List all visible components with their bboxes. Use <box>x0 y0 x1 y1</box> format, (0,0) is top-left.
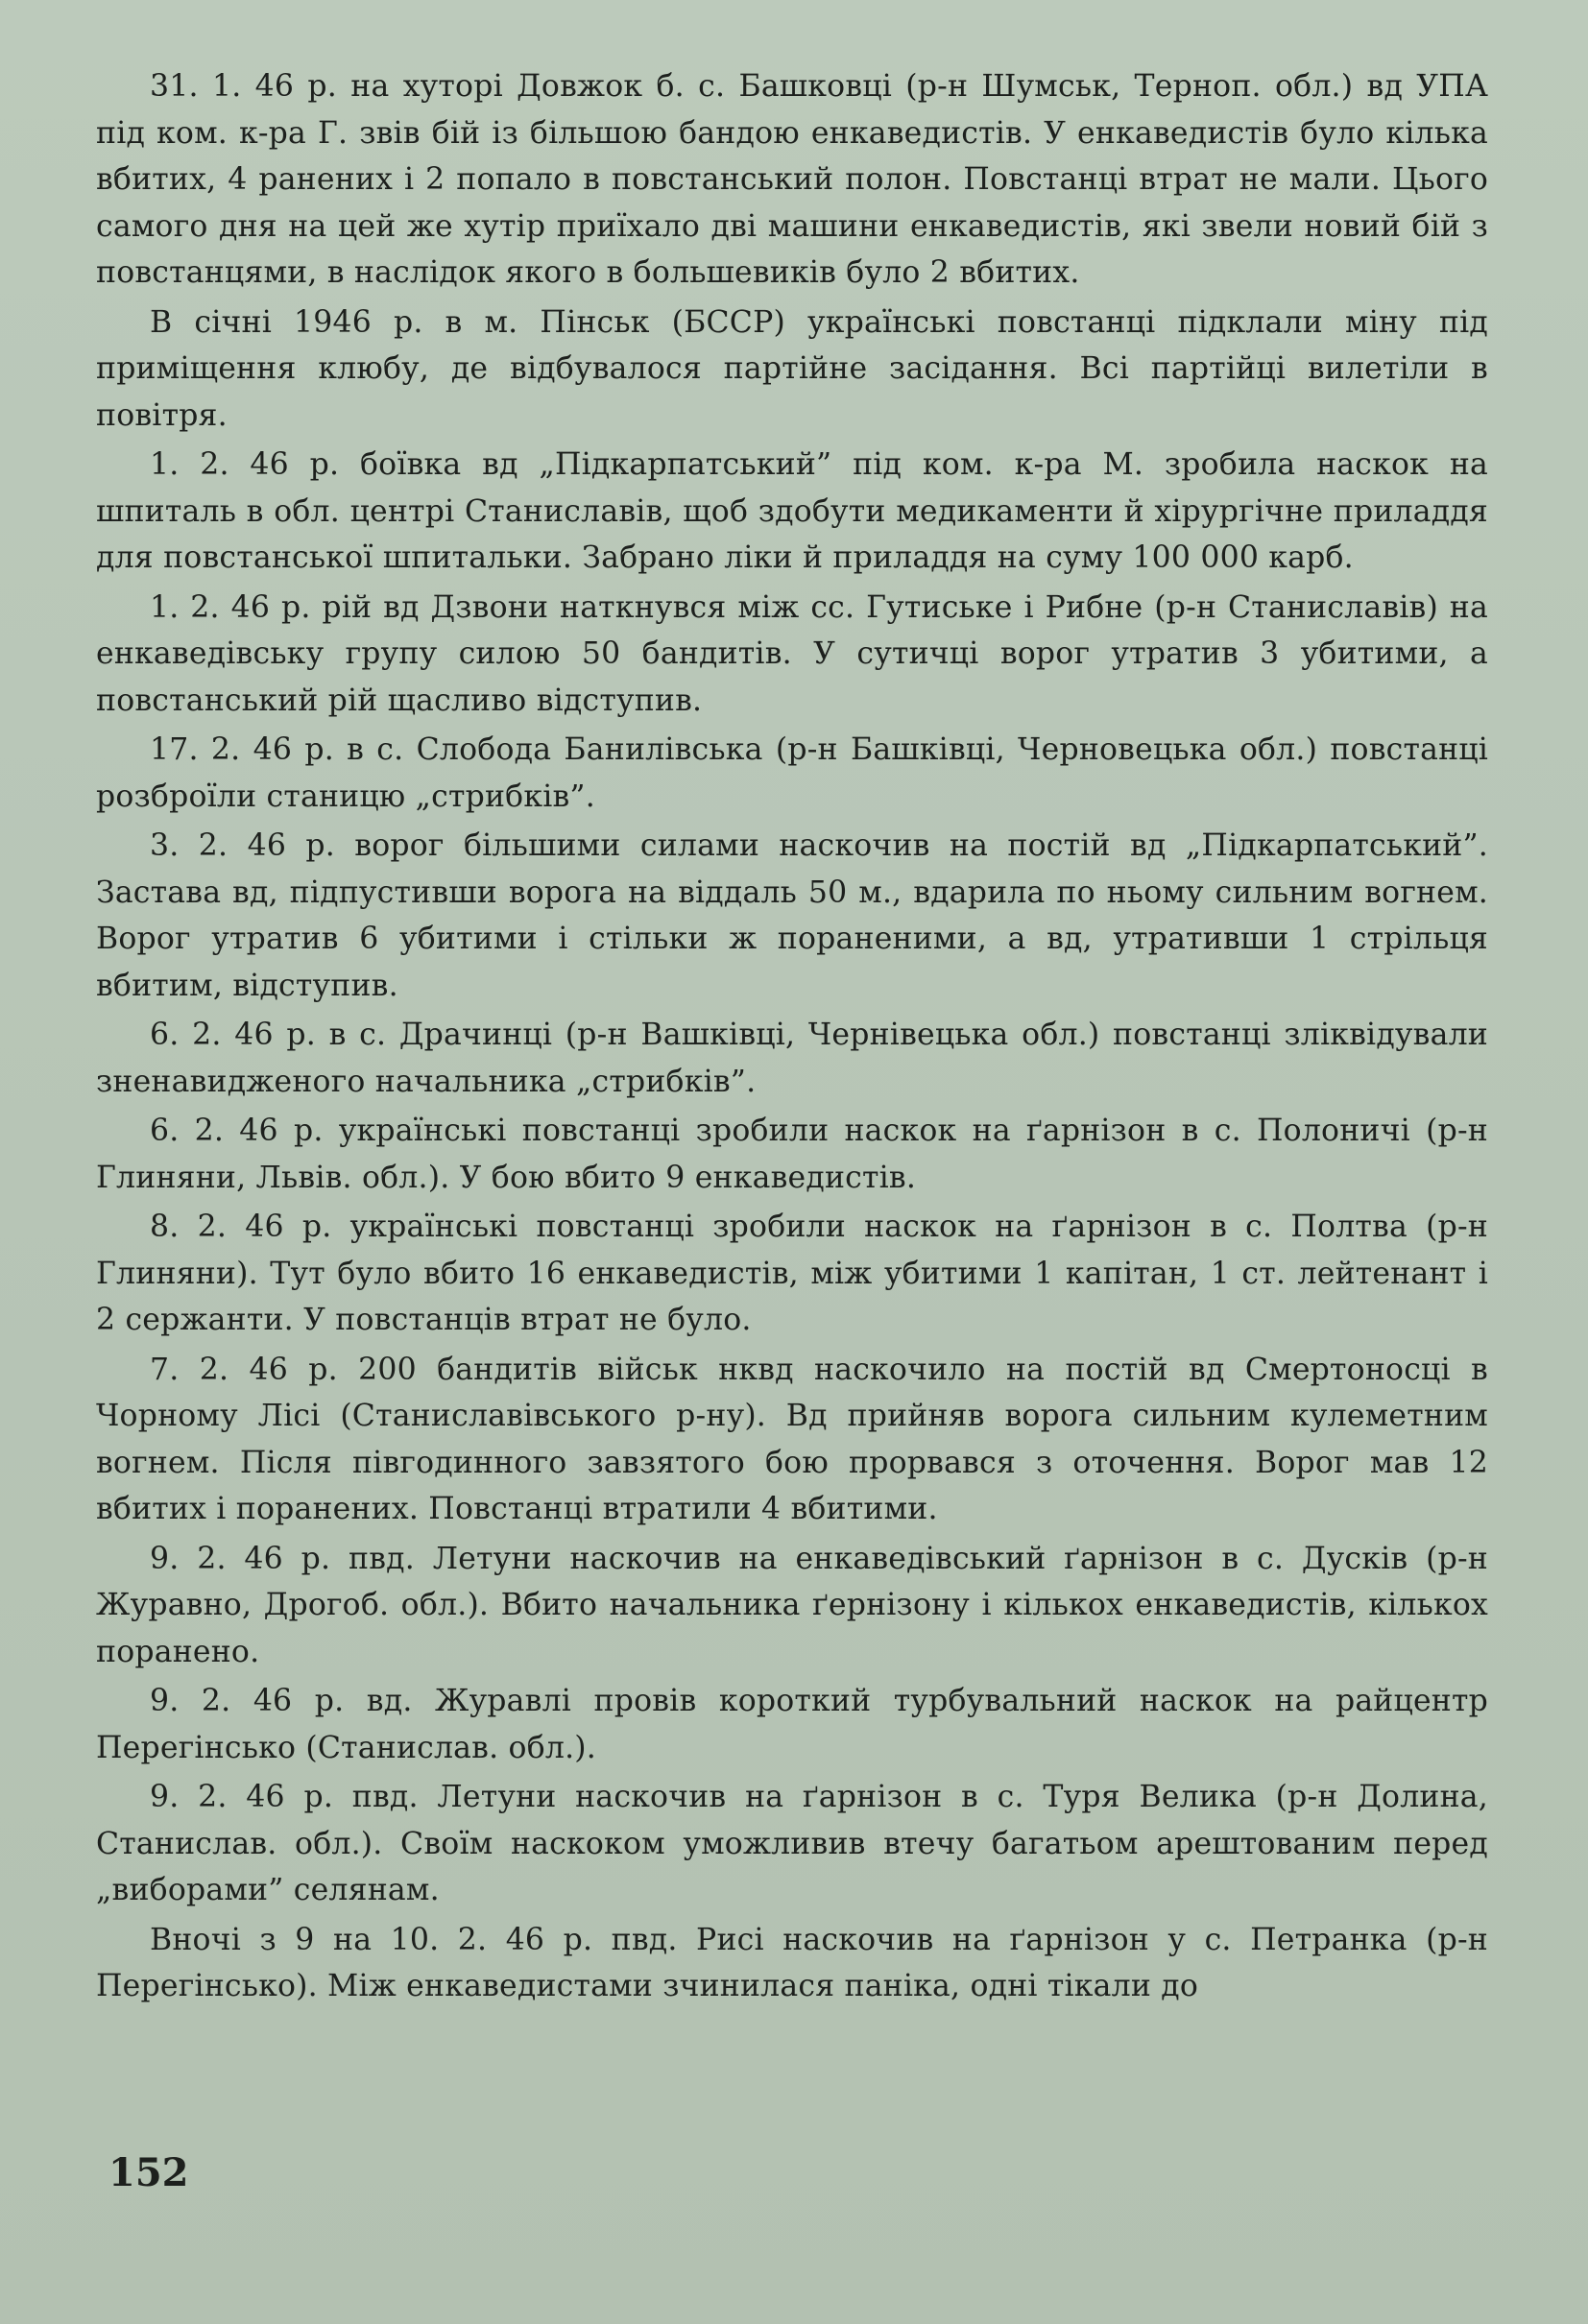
paragraph: 17. 2. 46 р. в с. Слобода Банилівська (р-н Башківці, Черновецька обл.) повстанці розброїли станицю „стрибків”. <box>96 732 1488 814</box>
paragraph: В січні 1946 р. в м. Пінськ (БССР) українські повстанці підклали міну під приміщення клюбу, де відбувалося партійне засідання. Всі партійці вилетіли в повітря. <box>96 304 1488 433</box>
paragraph: 8. 2. 46 р. українські повстанці зробили наскок на ґарнізон в с. Полтва (р-н Глиняни). Тут було вбито 16 енкаведистів, між убитими 1 капітан, 1 ст. лейтенант і 2 сержанти. У повстанців втрат не було. <box>96 1210 1488 1337</box>
paragraph: Вночі з 9 на 10. 2. 46 р. пвд. Рисі наскочив на ґарнізон у с. Петранка (р-н Перегінсько). Між енкаведистами зчинилася паніка, одні тікали до <box>96 1922 1488 2003</box>
paragraph: 6. 2. 46 р. в с. Драчинці (р-н Вашківці, Чернівецька обл.) повстанці зліквідували зненавидженого начальника „стрибків”. <box>96 1018 1488 1099</box>
paragraph: 9. 2. 46 р. пвд. Летуни наскочив на енкаведівський ґарнізон в с. Дусків (р-н Журавно, Дрогоб. обл.). Вбито начальника ґернізону і кількох енкаведистів, кількох поранено. <box>96 1541 1488 1669</box>
paragraph: 7. 2. 46 р. 200 бандитів військ нквд наскочило на постій вд Смертоносці в Чорному Лісі (Станиславівського р-ну). Вд прийняв ворога сильним кулеметним вогнем. Після півгодинного завзятого бою прорвався з оточення. Ворог мав 12 вбитих і поранених. Повстанці втратили 4 вбитими. <box>96 1352 1488 1526</box>
paragraph: 9. 2. 46 р. вд. Журавлі провів короткий турбувальний наскок на райцентр Перегінсько (Станислав. обл.). <box>96 1684 1488 1765</box>
paragraph: 9. 2. 46 р. пвд. Летуни наскочив на ґарнізон в с. Туря Велика (р-н Долина, Станислав. обл.). Своїм наскоком уможливив втечу багатьом арештованим перед „виборами” селянам. <box>96 1780 1488 1907</box>
body-text <box>96 63 1488 2013</box>
paragraph: 1. 2. 46 р. боївка вд „Підкарпатський” під ком. к-ра М. зробила наскок на шпиталь в обл. центрі Станиславів, щоб здобути медикаменти й хірургічне приладдя для повстанської шпитальки. Забрано ліки й приладдя на суму 100 000 карб. <box>96 447 1488 575</box>
paragraph: 6. 2. 46 р. українські повстанці зробили наскок на ґарнізон в с. Полоничі (р-н Глиняни, Львів. обл.). У бою вбито 9 енкаведистів. <box>96 1114 1488 1195</box>
paragraph: 3. 2. 46 р. ворог більшими силами наскочив на постій вд „Підкарпатський”. Застава вд, підпустивши ворога на віддаль 50 м., вдарила по ньому сильним вогнем. Ворог утратив 6 убитими і стільки ж пораненими, а вд, утративши 1 стрільця вбитим, відступив. <box>96 828 1488 1003</box>
paragraph: 31. 1. 46 р. на хуторі Довжок б. с. Башковці (р-н Шумськ, Терноп. обл.) вд УПА під ком. к-ра Г. звів бій із більшою бандою енкаведистів. У енкаведистів було кілька вбитих, 4 ранених і 2 попало в повстанський полон. Повстанці втрат не мали. Цього самого дня на цей же хутір приїхало дві машини енкаведистів, які звели новий бій з повстанцями, в наслідок якого в большевиків було 2 вбитих. <box>96 69 1488 290</box>
paragraph: 1. 2. 46 р. рій вд Дзвони наткнувся між сс. Гутиське і Рибне (р-н Станиславів) на енкаведівську групу силою 50 бандитів. У сутичці ворог утратив 3 убитими, а повстанський рій щасливо відступив. <box>96 589 1488 718</box>
page-number: 152 <box>108 2150 189 2195</box>
